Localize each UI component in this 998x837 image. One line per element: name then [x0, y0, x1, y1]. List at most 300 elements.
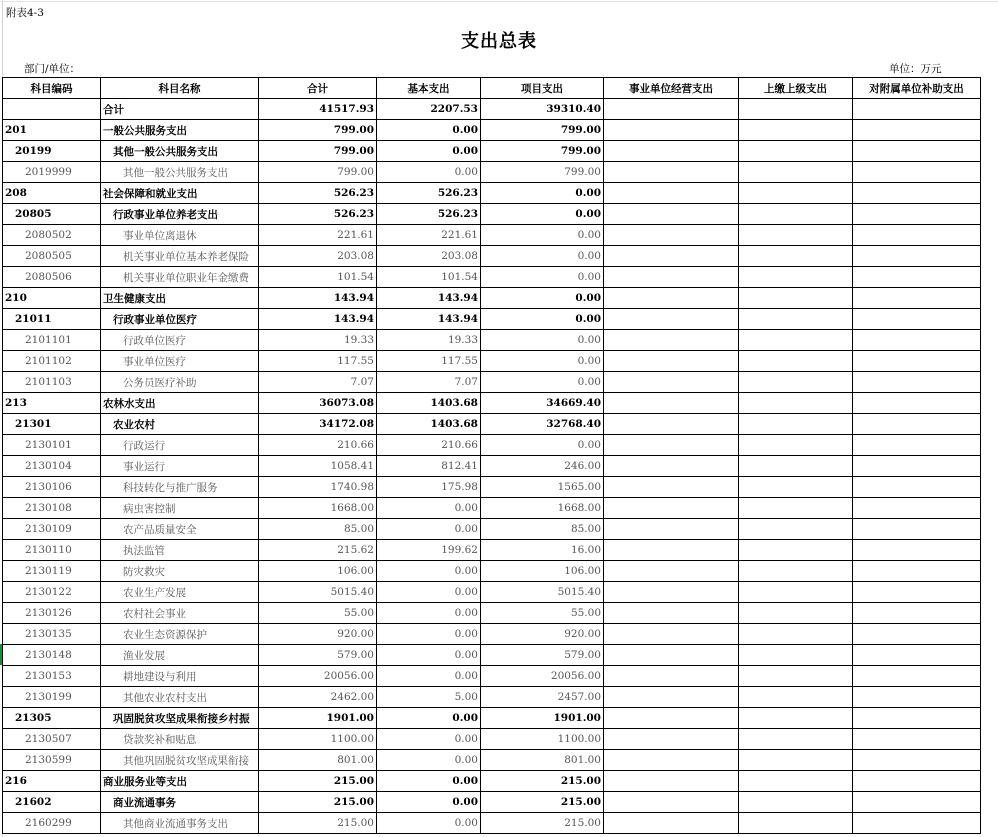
table-row: [3, 183, 981, 204]
cell-project[interactable]: 0.00: [481, 372, 604, 393]
cell-total[interactable]: 215.00: [259, 792, 377, 813]
cell-remit[interactable]: [739, 162, 853, 183]
cell-code[interactable]: 2080502: [3, 225, 101, 246]
cell-basic[interactable]: 0.00: [377, 729, 481, 750]
cell-business[interactable]: [604, 246, 739, 267]
cell-remit[interactable]: [739, 351, 853, 372]
cell-project[interactable]: 215.00: [481, 813, 604, 834]
cell-total[interactable]: 210.66: [259, 435, 377, 456]
cell-basic[interactable]: 143.94: [377, 309, 481, 330]
header-basic[interactable]: 基本支出: [377, 78, 481, 99]
cell-basic[interactable]: 143.94: [377, 288, 481, 309]
cell-remit[interactable]: [739, 99, 853, 120]
cell-code[interactable]: 2130148: [3, 645, 101, 666]
cell-total[interactable]: 7.07: [259, 372, 377, 393]
cell-name[interactable]: 农产品质量安全: [101, 519, 259, 540]
cell-total[interactable]: 36073.08: [259, 393, 377, 414]
cell-basic[interactable]: 0.00: [377, 498, 481, 519]
cell-subsidy[interactable]: [853, 456, 981, 477]
cell-project[interactable]: 34669.40: [481, 393, 604, 414]
cell-total[interactable]: 526.23: [259, 204, 377, 225]
cell-basic[interactable]: 0.00: [377, 708, 481, 729]
cell-business[interactable]: [604, 540, 739, 561]
cell-total[interactable]: 801.00: [259, 750, 377, 771]
cell-subsidy[interactable]: [853, 687, 981, 708]
cell-code[interactable]: 21602: [3, 792, 101, 813]
cell-name[interactable]: 其他一般公共服务支出: [101, 141, 259, 162]
cell-basic[interactable]: 526.23: [377, 204, 481, 225]
cell-code[interactable]: 2130109: [3, 519, 101, 540]
cell-basic[interactable]: 210.66: [377, 435, 481, 456]
cell-code[interactable]: 2080506: [3, 267, 101, 288]
cell-remit[interactable]: [739, 267, 853, 288]
cell-code[interactable]: 21011: [3, 309, 101, 330]
cell-business[interactable]: [604, 750, 739, 771]
cell-remit[interactable]: [739, 519, 853, 540]
cell-remit[interactable]: [739, 435, 853, 456]
cell-project[interactable]: 215.00: [481, 792, 604, 813]
cell-basic[interactable]: 199.62: [377, 540, 481, 561]
cell-name[interactable]: 事业运行: [101, 456, 259, 477]
cell-business[interactable]: [604, 624, 739, 645]
cell-basic[interactable]: 0.00: [377, 666, 481, 687]
cell-total[interactable]: 5015.40: [259, 582, 377, 603]
cell-remit[interactable]: [739, 330, 853, 351]
cell-business[interactable]: [604, 687, 739, 708]
cell-remit[interactable]: [739, 603, 853, 624]
table-row: [3, 99, 981, 120]
cell-code[interactable]: 216: [3, 771, 101, 792]
cell-project[interactable]: 5015.40: [481, 582, 604, 603]
cell-total[interactable]: 215.00: [259, 813, 377, 834]
cell-total[interactable]: 34172.08: [259, 414, 377, 435]
cell-remit[interactable]: [739, 540, 853, 561]
cell-business[interactable]: [604, 330, 739, 351]
cell-subsidy[interactable]: [853, 330, 981, 351]
cell-project[interactable]: 55.00: [481, 603, 604, 624]
cell-code[interactable]: 2130119: [3, 561, 101, 582]
cell-project[interactable]: 799.00: [481, 162, 604, 183]
cell-subsidy[interactable]: [853, 414, 981, 435]
cell-code[interactable]: 2130106: [3, 477, 101, 498]
cell-name[interactable]: 一般公共服务支出: [101, 120, 259, 141]
cell-subsidy[interactable]: [853, 645, 981, 666]
cell-basic[interactable]: 0.00: [377, 813, 481, 834]
cell-subsidy[interactable]: [853, 141, 981, 162]
cell-business[interactable]: [604, 225, 739, 246]
cell-project[interactable]: 16.00: [481, 540, 604, 561]
cell-project[interactable]: 0.00: [481, 183, 604, 204]
cell-subsidy[interactable]: [853, 708, 981, 729]
cell-business[interactable]: [604, 162, 739, 183]
cell-basic[interactable]: 0.00: [377, 645, 481, 666]
cell-subsidy[interactable]: [853, 162, 981, 183]
cell-total[interactable]: 101.54: [259, 267, 377, 288]
cell-project[interactable]: 246.00: [481, 456, 604, 477]
cell-remit[interactable]: [739, 624, 853, 645]
cell-remit[interactable]: [739, 687, 853, 708]
cell-business[interactable]: [604, 561, 739, 582]
cell-remit[interactable]: [739, 456, 853, 477]
cell-subsidy[interactable]: [853, 99, 981, 120]
cell-code[interactable]: 2101103: [3, 372, 101, 393]
cell-remit[interactable]: [739, 120, 853, 141]
header-project[interactable]: 项目支出: [481, 78, 604, 99]
cell-project[interactable]: 39310.40: [481, 99, 604, 120]
cell-code[interactable]: 2130110: [3, 540, 101, 561]
cell-remit[interactable]: [739, 582, 853, 603]
cell-basic[interactable]: 0.00: [377, 750, 481, 771]
cell-code[interactable]: 2080505: [3, 246, 101, 267]
cell-basic[interactable]: 221.61: [377, 225, 481, 246]
cell-project[interactable]: 106.00: [481, 561, 604, 582]
cell-basic[interactable]: 0.00: [377, 561, 481, 582]
cell-total[interactable]: 215.62: [259, 540, 377, 561]
expenditure-table: [2, 77, 981, 834]
cell-subsidy[interactable]: [853, 204, 981, 225]
cell-basic[interactable]: 1403.68: [377, 414, 481, 435]
cell-code[interactable]: [3, 99, 101, 120]
cell-project[interactable]: 579.00: [481, 645, 604, 666]
cell-subsidy[interactable]: [853, 120, 981, 141]
cell-project[interactable]: 0.00: [481, 225, 604, 246]
cell-name[interactable]: 机关事业单位职业年金缴费: [101, 267, 259, 288]
cell-remit[interactable]: [739, 645, 853, 666]
cell-total[interactable]: 579.00: [259, 645, 377, 666]
cell-total[interactable]: 799.00: [259, 120, 377, 141]
cell-remit[interactable]: [739, 561, 853, 582]
cell-code[interactable]: 2130104: [3, 456, 101, 477]
cell-name[interactable]: 耕地建设与利用: [101, 666, 259, 687]
cell-code[interactable]: 213: [3, 393, 101, 414]
cell-name[interactable]: 事业单位医疗: [101, 351, 259, 372]
cell-remit[interactable]: [739, 477, 853, 498]
cell-project[interactable]: 799.00: [481, 141, 604, 162]
cell-name[interactable]: 行政运行: [101, 435, 259, 456]
cell-name[interactable]: 农林水支出: [101, 393, 259, 414]
cell-code[interactable]: 2101102: [3, 351, 101, 372]
table-row: [3, 666, 981, 687]
cell-basic[interactable]: 0.00: [377, 162, 481, 183]
cell-code[interactable]: 2101101: [3, 330, 101, 351]
cell-subsidy[interactable]: [853, 582, 981, 603]
cell-business[interactable]: [604, 120, 739, 141]
cell-total[interactable]: 1058.41: [259, 456, 377, 477]
cell-remit[interactable]: [739, 414, 853, 435]
cell-remit[interactable]: [739, 813, 853, 834]
header-subsidy[interactable]: 对附属单位补助支出: [853, 78, 981, 99]
cell-code[interactable]: 2130122: [3, 582, 101, 603]
cell-name[interactable]: 农村社会事业: [101, 603, 259, 624]
header-remit[interactable]: 上缴上级支出: [739, 78, 853, 99]
cell-project[interactable]: 0.00: [481, 435, 604, 456]
cell-business[interactable]: [604, 288, 739, 309]
cell-total[interactable]: 55.00: [259, 603, 377, 624]
cell-project[interactable]: 801.00: [481, 750, 604, 771]
cell-name[interactable]: 防灾救灾: [101, 561, 259, 582]
cell-business[interactable]: [604, 99, 739, 120]
cell-project[interactable]: 32768.40: [481, 414, 604, 435]
cell-remit[interactable]: [739, 225, 853, 246]
cell-code[interactable]: 208: [3, 183, 101, 204]
cell-business[interactable]: [604, 351, 739, 372]
cell-project[interactable]: 0.00: [481, 330, 604, 351]
cell-code[interactable]: 2130101: [3, 435, 101, 456]
cell-code[interactable]: 21305: [3, 708, 101, 729]
cell-business[interactable]: [604, 729, 739, 750]
cell-code[interactable]: 2130135: [3, 624, 101, 645]
cell-code[interactable]: 2019999: [3, 162, 101, 183]
cell-subsidy[interactable]: [853, 813, 981, 834]
cell-total[interactable]: 117.55: [259, 351, 377, 372]
cell-name[interactable]: 农业农村: [101, 414, 259, 435]
cell-total[interactable]: 799.00: [259, 141, 377, 162]
cell-project[interactable]: 20056.00: [481, 666, 604, 687]
cell-subsidy[interactable]: [853, 792, 981, 813]
cell-total[interactable]: 1740.98: [259, 477, 377, 498]
cell-business[interactable]: [604, 309, 739, 330]
cell-name[interactable]: 合计: [101, 99, 259, 120]
cell-name[interactable]: 卫生健康支出: [101, 288, 259, 309]
cell-name[interactable]: 贷款奖补和贴息: [101, 729, 259, 750]
cell-code[interactable]: 21301: [3, 414, 101, 435]
cell-remit[interactable]: [739, 498, 853, 519]
cell-subsidy[interactable]: [853, 309, 981, 330]
cell-subsidy[interactable]: [853, 288, 981, 309]
cell-project[interactable]: 1565.00: [481, 477, 604, 498]
cell-project[interactable]: 1901.00: [481, 708, 604, 729]
cell-name[interactable]: 科技转化与推广服务: [101, 477, 259, 498]
cell-code[interactable]: 2130507: [3, 729, 101, 750]
cell-subsidy[interactable]: [853, 225, 981, 246]
cell-code[interactable]: 2130153: [3, 666, 101, 687]
cell-total[interactable]: 221.61: [259, 225, 377, 246]
cell-business[interactable]: [604, 204, 739, 225]
cell-total[interactable]: 2462.00: [259, 687, 377, 708]
cell-name[interactable]: 其他一般公共服务支出: [101, 162, 259, 183]
cell-total[interactable]: 799.00: [259, 162, 377, 183]
cell-total[interactable]: 203.08: [259, 246, 377, 267]
cell-basic[interactable]: 19.33: [377, 330, 481, 351]
cell-remit[interactable]: [739, 372, 853, 393]
cell-business[interactable]: [604, 267, 739, 288]
cell-name[interactable]: 机关事业单位基本养老保险: [101, 246, 259, 267]
cell-business[interactable]: [604, 519, 739, 540]
cell-business[interactable]: [604, 498, 739, 519]
cell-name[interactable]: 社会保障和就业支出: [101, 183, 259, 204]
cell-basic[interactable]: 0.00: [377, 582, 481, 603]
cell-remit[interactable]: [739, 141, 853, 162]
table-row: [3, 309, 981, 330]
cell-remit[interactable]: [739, 288, 853, 309]
cell-total[interactable]: 920.00: [259, 624, 377, 645]
cell-business[interactable]: [604, 372, 739, 393]
cell-total[interactable]: 20056.00: [259, 666, 377, 687]
cell-total[interactable]: 1901.00: [259, 708, 377, 729]
cell-remit[interactable]: [739, 771, 853, 792]
cell-project[interactable]: 85.00: [481, 519, 604, 540]
cell-business[interactable]: [604, 603, 739, 624]
cell-subsidy[interactable]: [853, 750, 981, 771]
cell-business[interactable]: [604, 414, 739, 435]
cell-remit[interactable]: [739, 309, 853, 330]
cell-code[interactable]: 210: [3, 288, 101, 309]
cell-basic[interactable]: 175.98: [377, 477, 481, 498]
cell-business[interactable]: [604, 771, 739, 792]
cell-basic[interactable]: 7.07: [377, 372, 481, 393]
cell-project[interactable]: 0.00: [481, 267, 604, 288]
cell-subsidy[interactable]: [853, 372, 981, 393]
cell-basic[interactable]: 117.55: [377, 351, 481, 372]
cell-subsidy[interactable]: [853, 246, 981, 267]
cell-business[interactable]: [604, 183, 739, 204]
cell-subsidy[interactable]: [853, 603, 981, 624]
cell-name[interactable]: 农业生产发展: [101, 582, 259, 603]
cell-subsidy[interactable]: [853, 351, 981, 372]
cell-project[interactable]: 0.00: [481, 351, 604, 372]
cell-name[interactable]: 行政事业单位养老支出: [101, 204, 259, 225]
cell-total[interactable]: 106.00: [259, 561, 377, 582]
table-row: [3, 225, 981, 246]
cell-project[interactable]: 0.00: [481, 288, 604, 309]
header-name[interactable]: 科目名称: [101, 78, 259, 99]
cell-project[interactable]: 0.00: [481, 309, 604, 330]
table-row: [3, 603, 981, 624]
cell-business[interactable]: [604, 141, 739, 162]
cell-name[interactable]: 其他商业流通事务支出: [101, 813, 259, 834]
cell-total[interactable]: 143.94: [259, 288, 377, 309]
cell-code[interactable]: 2130126: [3, 603, 101, 624]
cell-remit[interactable]: [739, 729, 853, 750]
cell-project[interactable]: 920.00: [481, 624, 604, 645]
cell-basic[interactable]: 0.00: [377, 624, 481, 645]
cell-name[interactable]: 农业生态资源保护: [101, 624, 259, 645]
cell-remit[interactable]: [739, 750, 853, 771]
cell-code[interactable]: 20805: [3, 204, 101, 225]
cell-name[interactable]: 行政单位医疗: [101, 330, 259, 351]
cell-basic[interactable]: 0.00: [377, 120, 481, 141]
cell-code[interactable]: 2130599: [3, 750, 101, 771]
cell-total[interactable]: 526.23: [259, 183, 377, 204]
cell-subsidy[interactable]: [853, 561, 981, 582]
cell-subsidy[interactable]: [853, 477, 981, 498]
cell-business[interactable]: [604, 708, 739, 729]
cell-business[interactable]: [604, 477, 739, 498]
header-total[interactable]: 合计: [259, 78, 377, 99]
cell-total[interactable]: 19.33: [259, 330, 377, 351]
table-header-row: [3, 78, 981, 99]
cell-name[interactable]: 商业流通事务: [101, 792, 259, 813]
cell-basic[interactable]: 0.00: [377, 519, 481, 540]
cell-name[interactable]: 执法监管: [101, 540, 259, 561]
cell-subsidy[interactable]: [853, 435, 981, 456]
cell-business[interactable]: [604, 393, 739, 414]
cell-remit[interactable]: [739, 183, 853, 204]
cell-remit[interactable]: [739, 666, 853, 687]
cell-total[interactable]: 85.00: [259, 519, 377, 540]
cell-total[interactable]: 215.00: [259, 771, 377, 792]
cell-name[interactable]: 商业服务业等支出: [101, 771, 259, 792]
cell-basic[interactable]: 203.08: [377, 246, 481, 267]
cell-name[interactable]: 行政事业单位医疗: [101, 309, 259, 330]
cell-project[interactable]: 215.00: [481, 771, 604, 792]
cell-business[interactable]: [604, 666, 739, 687]
cell-subsidy[interactable]: [853, 729, 981, 750]
cell-basic[interactable]: 0.00: [377, 771, 481, 792]
table-row: [3, 813, 981, 834]
cell-remit[interactable]: [739, 708, 853, 729]
cell-remit[interactable]: [739, 204, 853, 225]
cell-name[interactable]: 病虫害控制: [101, 498, 259, 519]
cell-subsidy[interactable]: [853, 540, 981, 561]
table-row: [3, 330, 981, 351]
cell-basic[interactable]: 0.00: [377, 792, 481, 813]
cell-total[interactable]: 143.94: [259, 309, 377, 330]
cell-code[interactable]: 2160299: [3, 813, 101, 834]
cell-code[interactable]: 201: [3, 120, 101, 141]
cell-basic[interactable]: 812.41: [377, 456, 481, 477]
cell-total[interactable]: 41517.93: [259, 99, 377, 120]
cell-code[interactable]: 20199: [3, 141, 101, 162]
cell-business[interactable]: [604, 456, 739, 477]
header-business[interactable]: 事业单位经营支出: [604, 78, 739, 99]
table-row: [3, 456, 981, 477]
cell-business[interactable]: [604, 582, 739, 603]
cell-subsidy[interactable]: [853, 624, 981, 645]
cell-subsidy[interactable]: [853, 393, 981, 414]
cell-total[interactable]: 1668.00: [259, 498, 377, 519]
cell-remit[interactable]: [739, 246, 853, 267]
cell-basic[interactable]: 2207.53: [377, 99, 481, 120]
cell-business[interactable]: [604, 435, 739, 456]
cell-name[interactable]: 其他农业农村支出: [101, 687, 259, 708]
cell-name[interactable]: 巩固脱贫攻坚成果衔接乡村振: [101, 708, 259, 729]
cell-subsidy[interactable]: [853, 519, 981, 540]
cell-subsidy[interactable]: [853, 183, 981, 204]
header-code[interactable]: 科目编码: [3, 78, 101, 99]
cell-total[interactable]: 1100.00: [259, 729, 377, 750]
cell-project[interactable]: 2457.00: [481, 687, 604, 708]
cell-basic[interactable]: 1403.68: [377, 393, 481, 414]
cell-business[interactable]: [604, 645, 739, 666]
cell-project[interactable]: 0.00: [481, 246, 604, 267]
cell-basic[interactable]: 101.54: [377, 267, 481, 288]
page-title: 支出总表: [461, 31, 537, 52]
cell-project[interactable]: 1668.00: [481, 498, 604, 519]
cell-business[interactable]: [604, 813, 739, 834]
cell-name[interactable]: 其他巩固脱贫攻坚成果衔接: [101, 750, 259, 771]
cell-project[interactable]: 1100.00: [481, 729, 604, 750]
cell-code[interactable]: 2130108: [3, 498, 101, 519]
cell-code[interactable]: 2130199: [3, 687, 101, 708]
cell-basic[interactable]: 0.00: [377, 603, 481, 624]
cell-subsidy[interactable]: [853, 267, 981, 288]
cell-subsidy[interactable]: [853, 771, 981, 792]
cell-name[interactable]: 渔业发展: [101, 645, 259, 666]
cell-business[interactable]: [604, 792, 739, 813]
cell-name[interactable]: 事业单位离退休: [101, 225, 259, 246]
cell-subsidy[interactable]: [853, 666, 981, 687]
cell-subsidy[interactable]: [853, 498, 981, 519]
cell-name[interactable]: 公务员医疗补助: [101, 372, 259, 393]
cell-remit[interactable]: [739, 393, 853, 414]
cell-basic[interactable]: 5.00: [377, 687, 481, 708]
cell-basic[interactable]: 0.00: [377, 141, 481, 162]
cell-project[interactable]: 0.00: [481, 204, 604, 225]
cell-remit[interactable]: [739, 792, 853, 813]
cell-basic[interactable]: 526.23: [377, 183, 481, 204]
cell-project[interactable]: 799.00: [481, 120, 604, 141]
